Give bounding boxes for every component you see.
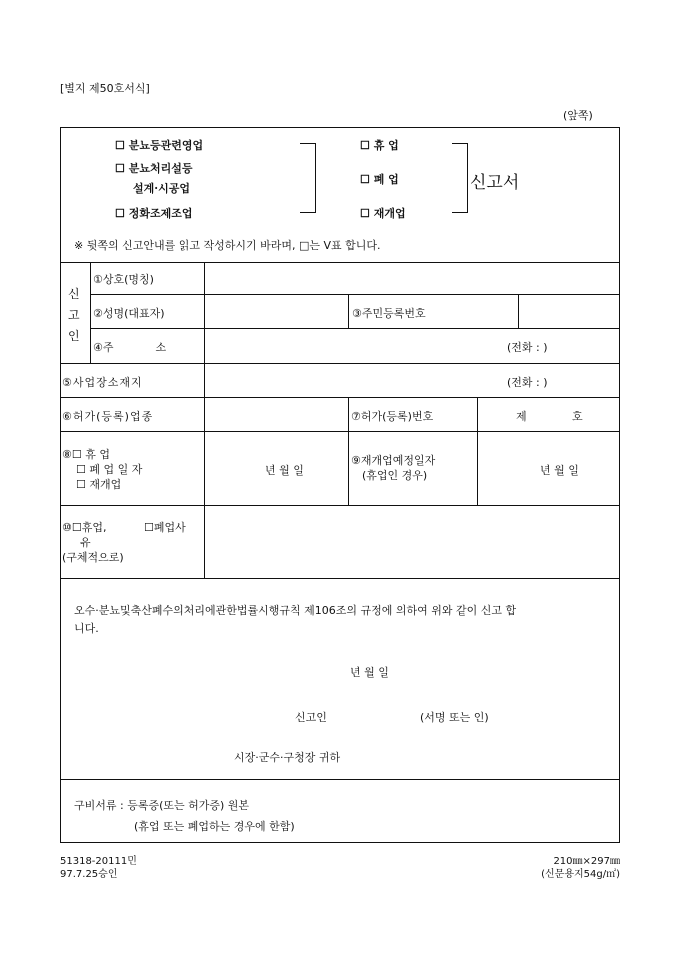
checkbox: ☐ [360, 139, 370, 152]
phone-label-2: (전화 : ) [507, 376, 548, 389]
divider [518, 294, 519, 328]
paper-type: (신문용지54g/㎡) [541, 869, 620, 880]
right-bracket [452, 143, 468, 213]
recipient: 시장·군수·구청장 귀하 [234, 751, 341, 764]
divider [60, 779, 620, 780]
license-number-suffix: 호 [572, 410, 583, 423]
reporter-label-1: 신 [68, 287, 80, 301]
trade-name-label: ①상호(명칭) [93, 273, 154, 286]
declaration-text: 오수·분뇨및축산폐수의처리에관한법률시행규칙 제106조의 규정에 의하여 위와 같이 신고 합 [74, 604, 517, 617]
option-suspend[interactable]: ☐ 휴 업 [360, 139, 399, 152]
license-type-label: ⑥허가(등록)업종 [62, 410, 154, 423]
instruction: ※ 뒷쪽의 신고안내를 읽고 작성하시기 바라며, □는 V표 합니다. [74, 239, 381, 252]
divider [60, 262, 620, 263]
option-treatment-facility-line2: 설계·시공업 [133, 182, 190, 195]
option-septic-manufacturing[interactable]: ☐ 정화조제조업 [115, 207, 193, 220]
divider [204, 262, 205, 578]
divider [90, 328, 620, 329]
resident-number-input[interactable] [520, 296, 618, 326]
paper-size: 210㎜×297㎜ [553, 856, 620, 867]
checkbox: ☐ [144, 521, 154, 534]
license-number-label: ⑦허가(등록)번호 [351, 410, 434, 423]
form-frame [60, 127, 620, 843]
declaration-date: 년 월 일 [350, 666, 389, 679]
form-title: 신고서 [470, 173, 520, 193]
checkbox: ☐ [115, 207, 125, 220]
name-label: ②성명(대표자) [93, 307, 165, 320]
divider [477, 397, 478, 505]
license-type-input[interactable] [206, 399, 346, 429]
divider [60, 578, 620, 579]
reason-option-suspend[interactable]: ⑩☐휴업, [62, 521, 107, 534]
checkbox: ☐ [115, 139, 125, 152]
page-side-label: (앞쪽) [563, 109, 593, 122]
checkbox: ☐ [76, 463, 86, 476]
attachments-note: (휴업 또는 폐업하는 경우에 한함) [134, 820, 295, 833]
divider [60, 431, 620, 432]
option-treatment-facility[interactable]: ☐ 분뇨처리설등 [115, 162, 193, 175]
signer-label: 신고인 [295, 711, 327, 724]
option-resume[interactable]: ☐ 재개업 [360, 207, 406, 220]
divider [60, 397, 620, 398]
reporter-label-2: 고 [68, 308, 80, 322]
business-location-label: ⑤사업장소재지 [62, 376, 143, 389]
checkbox: ☐ [71, 521, 82, 534]
address-input[interactable] [206, 330, 496, 361]
status-option-close[interactable]: ☐ 폐 업 일 자 [76, 463, 143, 476]
option-sewage-business[interactable]: ☐ 분뇨등관련영업 [115, 139, 204, 152]
reason-label-note: (구체적으로) [62, 551, 124, 564]
business-location-input[interactable] [206, 365, 496, 395]
declaration-text-cont: 니다. [74, 622, 99, 635]
name-input[interactable] [206, 296, 346, 326]
signature-note: (서명 또는 인) [420, 711, 489, 724]
option-close[interactable]: ☐ 폐 업 [360, 173, 399, 186]
resident-number-label: ③주민등록번호 [352, 307, 426, 320]
left-bracket [300, 143, 316, 213]
status-option-resume[interactable]: ☐ 재개업 [76, 478, 122, 491]
divider [90, 262, 91, 363]
divider [348, 397, 349, 505]
phone-label: (전화 : ) [507, 341, 548, 354]
resume-date-label: ⑨재개업예정일자 [351, 454, 436, 467]
checkbox: ☐ [115, 162, 125, 175]
reporter-label-3: 인 [68, 329, 80, 343]
reason-label-cont: 유 [80, 536, 91, 549]
divider [60, 363, 620, 364]
license-number-prefix: 제 [516, 410, 527, 423]
address-label: ④주 소 [93, 341, 167, 354]
checkbox: ☐ [76, 478, 86, 491]
reason-input[interactable] [206, 507, 618, 576]
checkbox: ☐ [360, 207, 370, 220]
divider [90, 294, 620, 295]
reason-option-close[interactable]: ☐폐업사 [144, 521, 186, 534]
status-option-suspend[interactable]: ⑧☐ 휴 업 [62, 448, 110, 461]
divider [348, 294, 349, 328]
resume-date-note: (휴업인 경우) [362, 469, 428, 482]
checkbox: ☐ [360, 173, 370, 186]
trade-name-input[interactable] [206, 264, 618, 292]
attachments-label: 구비서류 : 등록증(또는 허가증) 원본 [74, 799, 250, 812]
divider [60, 505, 620, 506]
form-number: [별지 제50호서식] [60, 82, 150, 95]
resume-date[interactable]: 년 월 일 [540, 464, 579, 477]
approval-date: 97.7.25승인 [60, 869, 118, 880]
form-code: 51318-20111민 [60, 856, 137, 867]
checkbox: ☐ [71, 448, 82, 461]
status-date[interactable]: 년 월 일 [265, 464, 304, 477]
